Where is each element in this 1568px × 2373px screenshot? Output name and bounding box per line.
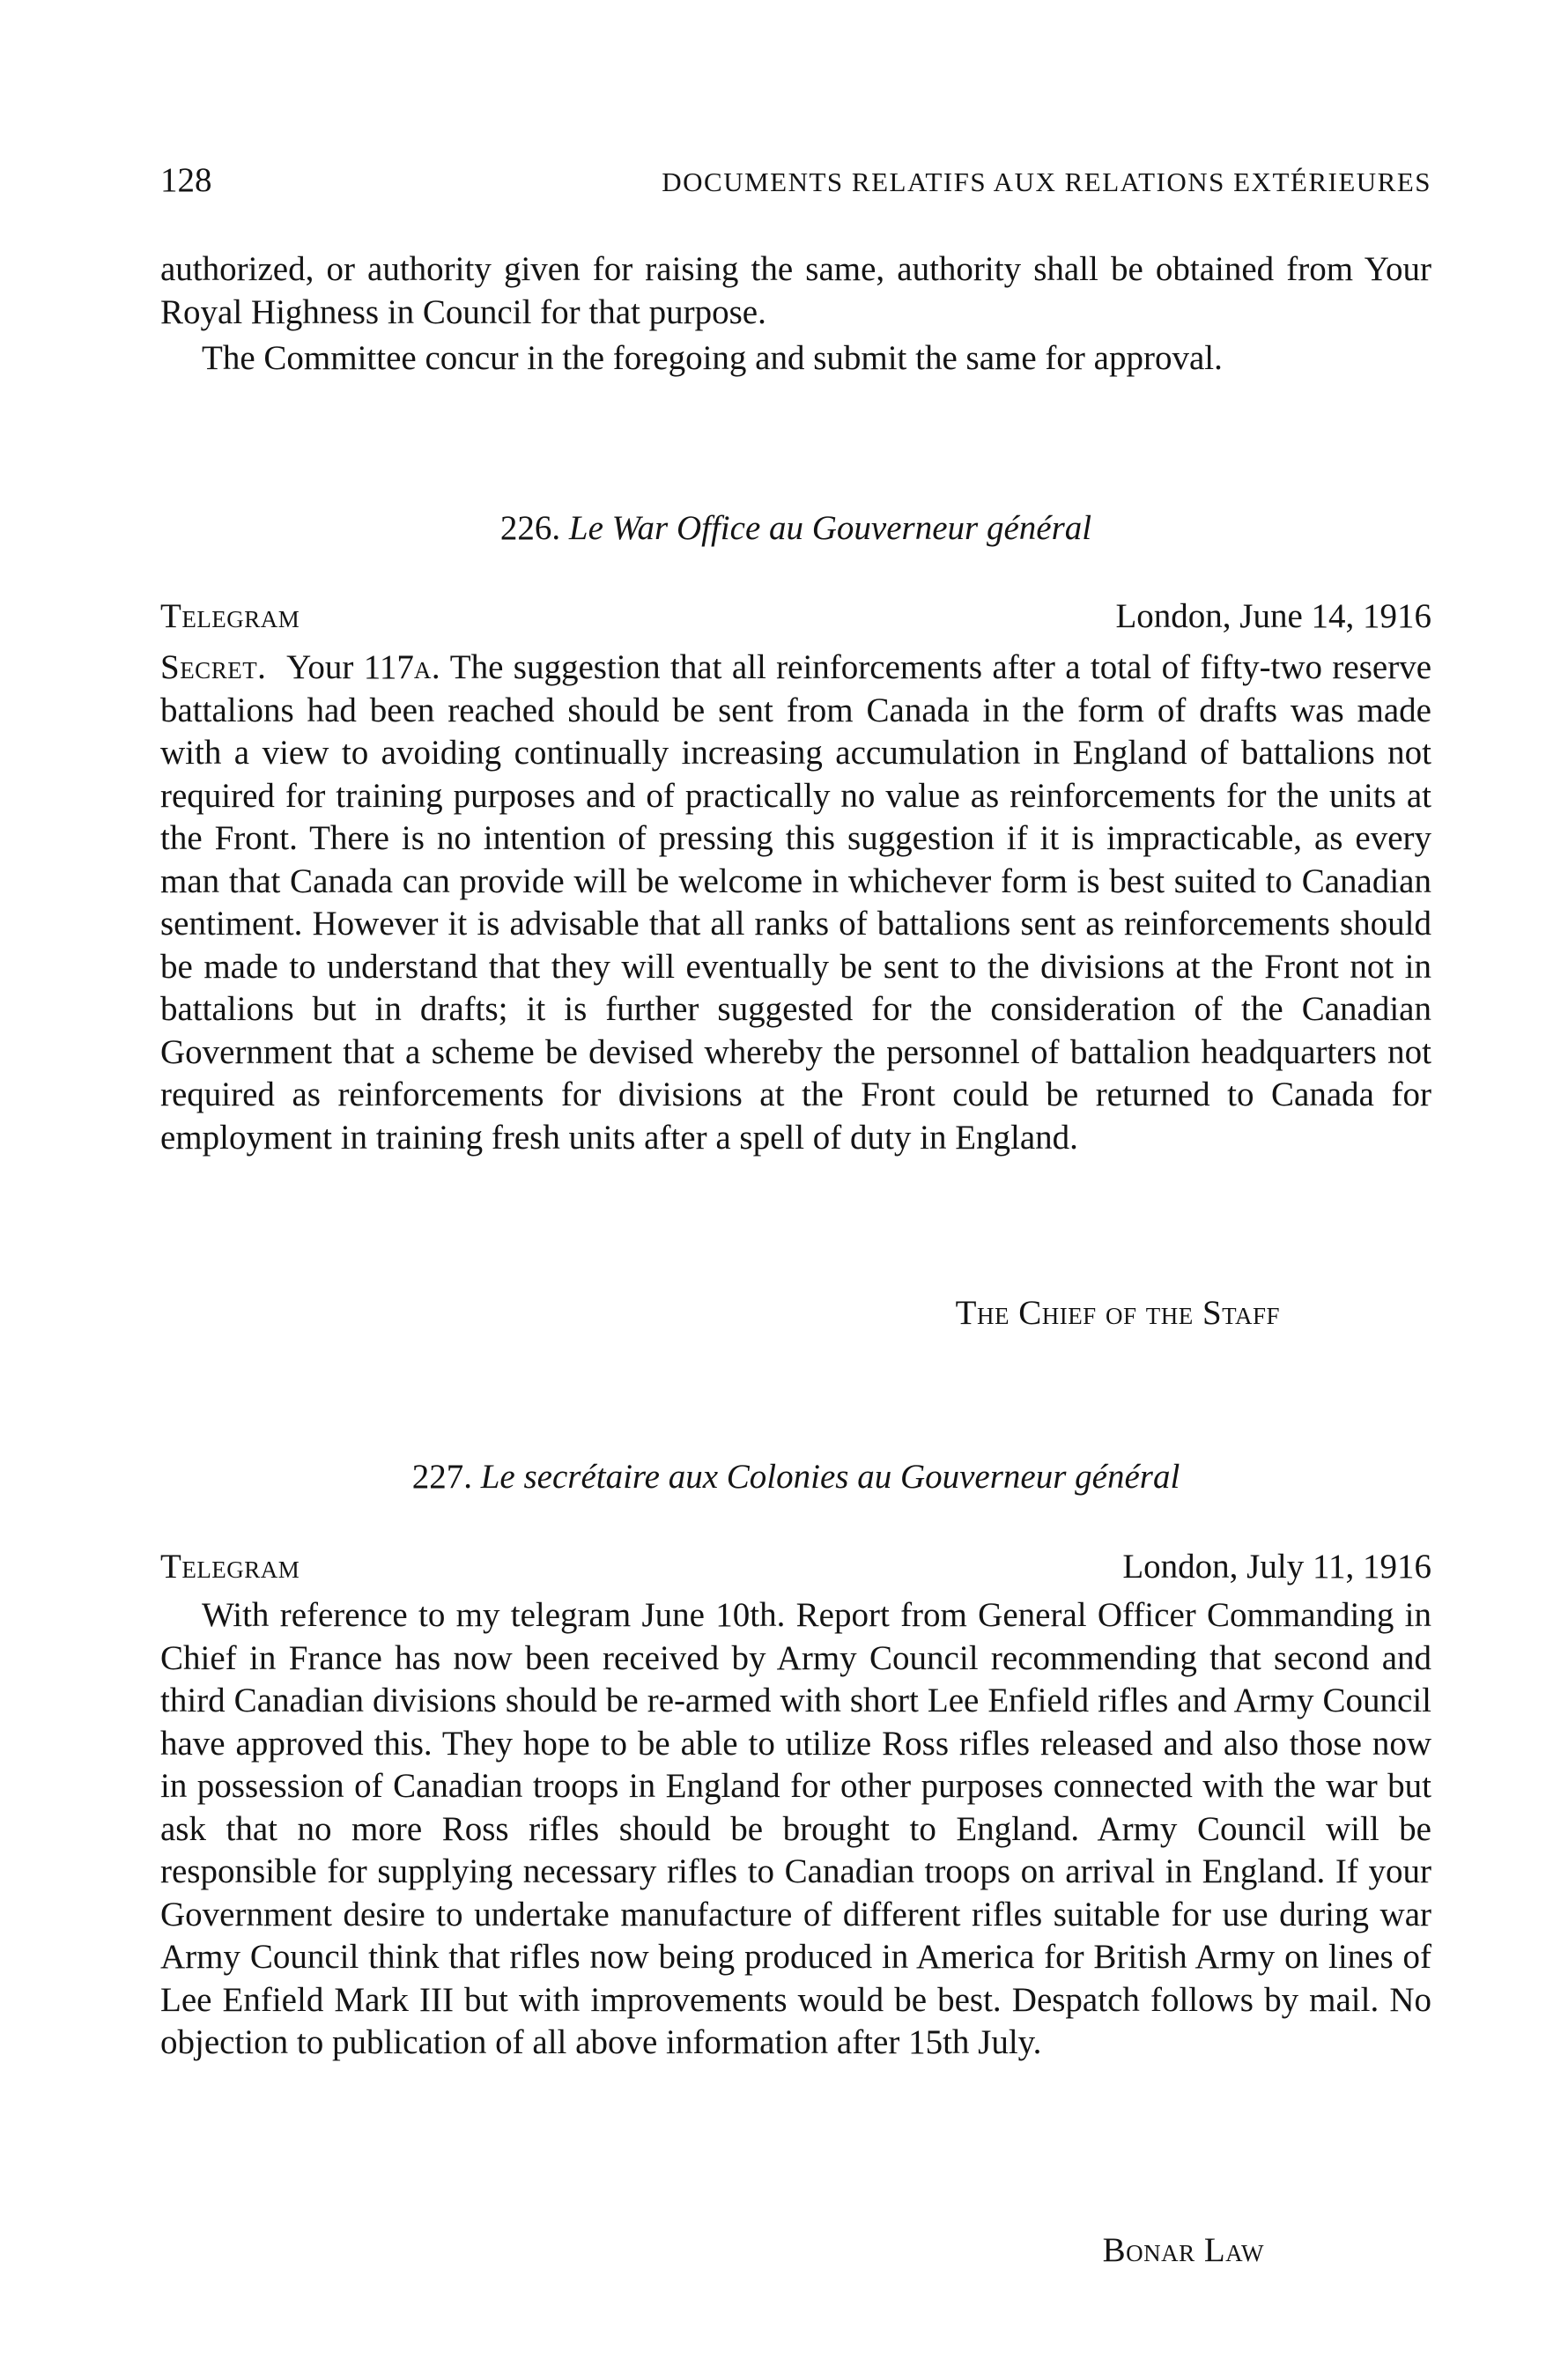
continuation-paragraph: authorized, or authority given for raising the same, authority shall be obtained from Your Royal Highness in Council for that purpose. bbox=[160, 250, 1431, 331]
document-227-message: With reference to my telegram June 10th. Report from General Officer Commanding in Chief in France has now been received by Army Council recommending that second and third Canadian divisions should be re-armed with short Lee Enfield rifles and Army Council have approved this. They hope to be able to utilize Ross rifles released and also those now in possession of Canadian troops in England for other purposes connected with the war but ask that no more Ross rifles should be brought to England. Army Council will be responsible for supplying necessary rifles to Canadian troops on arrival in England. If your Government desire to undertake manufacture of different rifles suitable for use during war Army Council think that rifles now being produced in America for British Army on lines of Lee Enfield Mark III but with improvements would be best. Despatch follows by mail. No objection to publication of all above information after 15th July. bbox=[160, 1596, 1431, 2061]
document-226-reference-suffix: a. bbox=[413, 648, 441, 686]
document-226-message: The suggestion that all reinforcements after a total of fifty-two reserve battalions had been reached should be sent from Canada in the form of drafts was made with a view to avoiding continually increasing accumulation in England of battalions not required for training purposes and of practically no value as reinforcements for the units at the Front. There is no intention of pressing this suggestion if it is impracticable, as every man that Canada can provide will be welcome in whichever form is best suited to Canadian sentiment. However it is advisable that all ranks of battalions sent as reinforcements should be made to understand that they will eventually be sent to the divisions at the Front not in battalions but in drafts; it is further suggested for the consideration of the Canadian Government that a scheme be devised whereby the personnel of battalion headquarters not required as reinforcements for divisions at the Front could be returned to Canada for employment in training fresh units after a spell of duty in England. bbox=[160, 648, 1432, 1157]
document-226-heading bbox=[160, 508, 1431, 548]
document-226-title: Le War Office au Gouverneur général bbox=[568, 509, 1092, 547]
document-227-body bbox=[160, 1594, 1431, 2065]
document-226-dateline: London, June 14, 1916 bbox=[1115, 597, 1431, 635]
document-227-dateline: London, July 11, 1916 bbox=[1122, 1548, 1431, 1586]
document-226-signature: The Chief of the Staff bbox=[955, 1294, 1280, 1332]
document-226-reference: Your 117 bbox=[286, 648, 414, 686]
running-title: DOCUMENTS RELATIFS AUX RELATIONS EXTÉRIEURES bbox=[662, 166, 1431, 197]
document-227-telegram-line bbox=[160, 1547, 1431, 1586]
document-226-body bbox=[160, 647, 1431, 1159]
document-227-heading bbox=[160, 1457, 1431, 1497]
document-226-text bbox=[160, 647, 1431, 1159]
document-226-number: 226. bbox=[499, 509, 561, 547]
running-header bbox=[160, 160, 1431, 204]
document-226-telegram-line bbox=[160, 596, 1431, 636]
continuation-text bbox=[160, 248, 1431, 381]
document-227-type-label: Telegram bbox=[160, 1548, 300, 1586]
document-226-classification: Secret. bbox=[160, 648, 267, 686]
page-number: 128 bbox=[160, 161, 212, 199]
document-227-number: 227. bbox=[411, 1458, 472, 1496]
document-226-type-label: Telegram bbox=[160, 597, 300, 635]
document-227-title: Le secrétaire aux Colonies au Gouverneur général bbox=[480, 1458, 1180, 1496]
approval-paragraph: The Committee concur in the foregoing and submit the same for approval. bbox=[202, 339, 1223, 377]
document-227-signature: Bonar Law bbox=[1102, 2231, 1264, 2269]
